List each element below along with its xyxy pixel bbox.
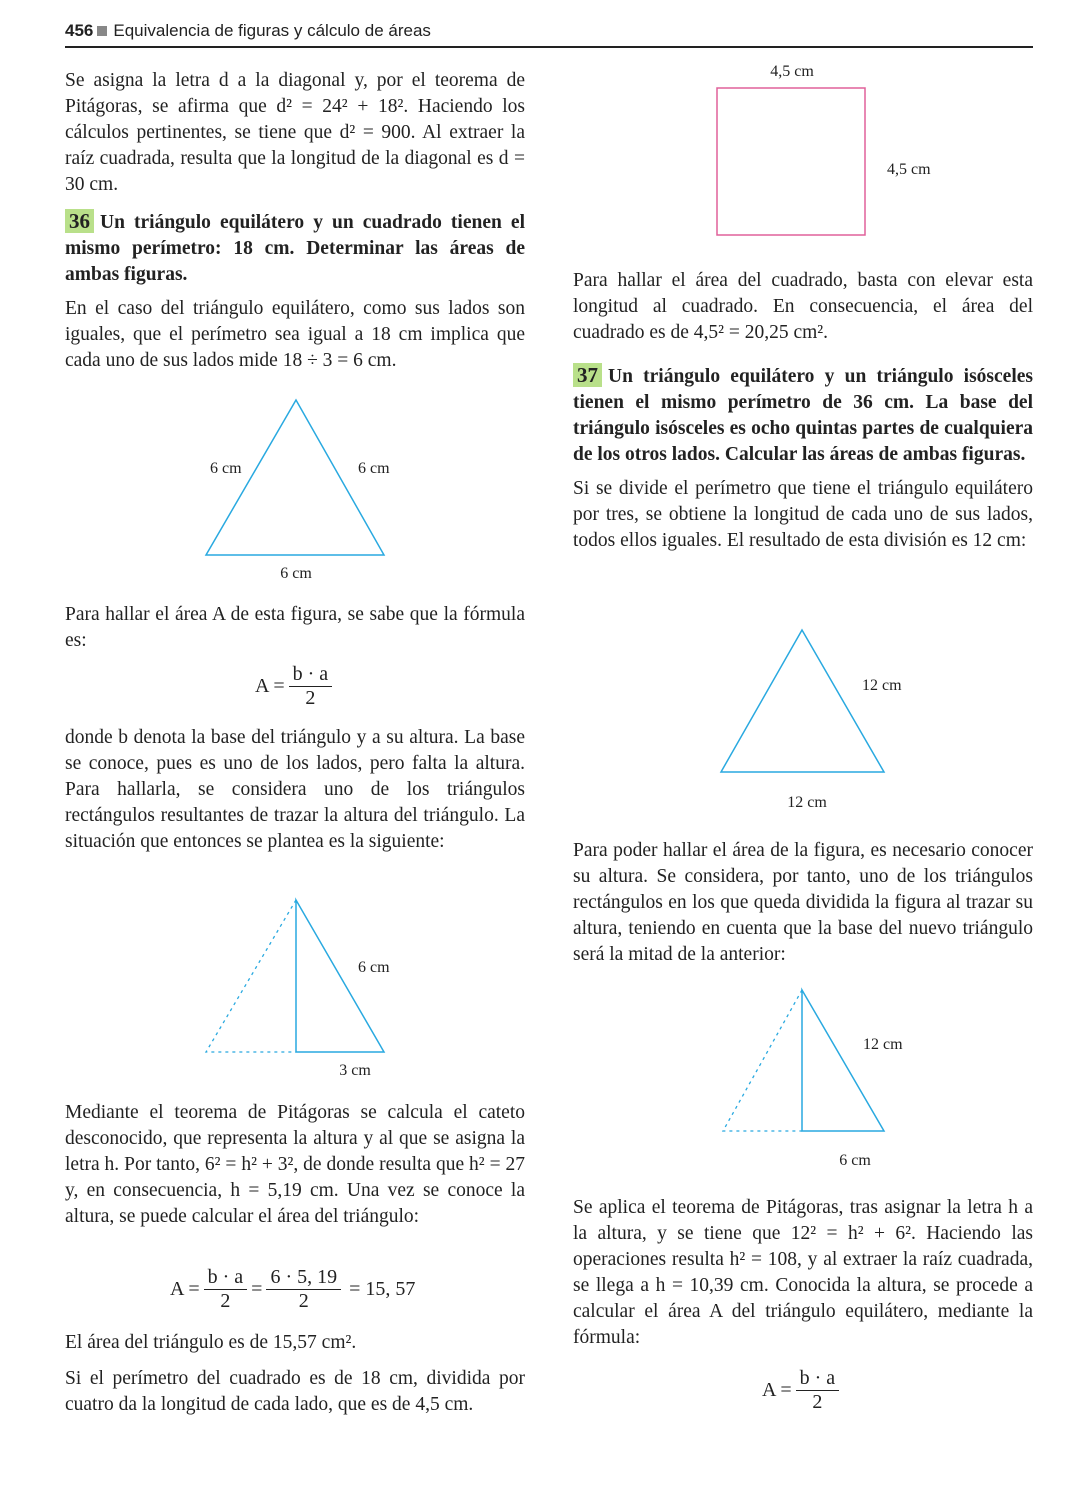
square-shape — [717, 88, 865, 235]
formula-numerator: b · a — [289, 663, 333, 687]
square-figure — [700, 58, 960, 243]
page-number: 456 — [65, 21, 94, 40]
square-top-label: 4,5 cm — [770, 63, 814, 80]
hypotenuse-12-label: 12 cm — [863, 1036, 903, 1053]
triangle-left-side-label: 6 cm — [210, 460, 242, 477]
problem-37 — [573, 362, 1033, 468]
half-base-label: 3 cm — [339, 1062, 371, 1079]
formula2-result: = 15, 57 — [349, 1278, 416, 1300]
left-area-intro — [65, 602, 525, 664]
equilateral-triangle-6cm-figure — [200, 395, 410, 587]
dashed-half-triangle-12 — [723, 990, 802, 1131]
triangle12-base-label: 12 cm — [787, 794, 827, 811]
formula3-denominator: 2 — [812, 1391, 823, 1413]
half-base-6-label: 6 cm — [839, 1152, 871, 1169]
paragraph-pythagoras-12: Se aplica el teorema de Pitágoras, tras asignar la letra h a la altura, y se tiene que 12² = h² + 6². Haciendo las operaciones resulta h² = 108, y al extraer la raíz cuadrada, se llega a h = 10,39 cm. Conocida la altura, se procede a calcular el área A del triángulo equilátero, mediante la fórmula: — [573, 1197, 1033, 1348]
paragraph-equilateral-side: Si se divide el perímetro que tiene el triángulo equilátero por tres, se obtiene la longitud de cada uno de sus lados, todos ellos iguales. El resultado de esta división es 12 cm: — [573, 478, 1033, 551]
dashed-half-triangle — [206, 900, 296, 1052]
paragraph-height-needed: Para poder hallar el área de la figura, es necesario conocer su altura. Se considera, por tanto, uno de los triángulos rectángulos en los que queda dividida la figura al trazar su altura, teniendo en cuenta que la base del nuevo triángulo será la mitad de la anterior: — [573, 840, 1033, 965]
problem-36-number: 36 — [65, 209, 94, 233]
paragraph-square-area: Para hallar el área del cuadrado, basta con elevar esta longitud al cuadrado. En consecuencia, el área del cuadrado es de 4,5² = 20,25 cm². — [573, 270, 1033, 343]
square-side-label: 4,5 cm — [887, 161, 931, 178]
triangle-right-side-label: 6 cm — [358, 460, 390, 477]
paragraph-triangle-area-result: El área del triángulo es de 15,57 cm². — [65, 1332, 357, 1353]
left-bottom — [65, 1330, 525, 1428]
formula2-equals: = — [251, 1278, 263, 1300]
triangle12-side-label: 12 cm — [862, 677, 902, 694]
right-top — [573, 268, 1033, 564]
left-pythagoras — [65, 1100, 525, 1240]
formula-denominator: 2 — [305, 687, 316, 709]
paragraph-square-side: Si el perímetro del cuadrado es de 18 cm, dividida por cuatro da la longitud de cada lado, que es de 4,5 cm. — [65, 1368, 525, 1415]
header-square-icon — [97, 26, 107, 36]
paragraph-triangle-sides: En el caso del triángulo equilátero, como sus lados son iguales, que el perímetro sea igual a 18 cm implica que cada uno de sus lados mide 18 ÷ 3 = 6 cm. — [65, 298, 525, 371]
right-triangle-shape — [296, 900, 384, 1052]
hypotenuse-label: 6 cm — [358, 959, 390, 976]
right-triangle-12cm-figure — [715, 985, 945, 1175]
formula2-lhs: A = — [170, 1278, 200, 1300]
triangle-base-label: 6 cm — [280, 565, 312, 582]
formula2-numerator-2: 6 · 5, 19 — [266, 1266, 341, 1290]
formula-triangle-area-computed — [170, 1266, 415, 1313]
paragraph-area-formula-intro: Para hallar el área A de esta figura, se sabe que la fórmula es: — [65, 604, 525, 651]
header-title: Equivalencia de figuras y cálculo de áreas — [113, 21, 431, 40]
problem-36-statement: Un triángulo equilátero y un cuadrado tienen el mismo perímetro: 18 cm. Determinar las áreas de ambas figuras. — [65, 212, 525, 285]
left-middle — [65, 725, 525, 865]
formula2-numerator-1: b · a — [204, 1266, 248, 1290]
problem-37-number: 37 — [573, 363, 602, 387]
right-triangle-12-shape — [802, 990, 884, 1131]
problem-36 — [65, 208, 525, 288]
paragraph-intro: Se asigna la letra d a la diagonal y, por el teorema de Pitágoras, se afirma que d² = 24² + 18². Haciendo los cálculos pertinentes, se tiene que d² = 900. Al extraer la raíz cuadrada, resulta que la longitud de la diagonal es d = 30 cm. — [65, 70, 525, 195]
formula2-denominator-1: 2 — [220, 1290, 231, 1312]
formula-equilateral-area — [762, 1367, 843, 1414]
formula-triangle-area — [255, 663, 336, 710]
formula3-numerator: b · a — [796, 1367, 840, 1391]
equilateral-triangle-12-shape — [721, 630, 884, 772]
formula2-denominator-2: 2 — [298, 1290, 309, 1312]
left-column-top — [65, 68, 525, 384]
paragraph-pythagoras-height: Mediante el teorema de Pitágoras se calcula el cateto desconocido, que representa la altura y al que se asigna la letra h. Por tanto, 6² = h² + 3², de donde resulta que h² = 27 y, en consecuencia, h = 5,19 cm. Una vez se conoce la altura, se puede calcular el área del triángulo: — [65, 1102, 525, 1227]
equilateral-triangle-shape — [206, 400, 384, 555]
paragraph-base-height: donde b denota la base del triángulo y a su altura. La base se conoce, pues es uno de los lados, pero falta la altura. Para hallarla, se considera uno de los triángulos rectángulos resultantes de trazar la altura del triángulo. La situación que entonces se plantea es la siguiente: — [65, 727, 525, 852]
formula3-lhs: A = — [762, 1379, 792, 1401]
right-middle — [573, 838, 1033, 978]
formula-lhs: A = — [255, 675, 285, 697]
right-pythagoras — [573, 1195, 1033, 1361]
equilateral-triangle-12cm-figure — [715, 625, 945, 815]
page-header — [65, 20, 1033, 48]
right-triangle-6cm-figure — [200, 895, 410, 1083]
problem-37-statement: Un triángulo equilátero y un triángulo isósceles tienen el mismo perímetro de 36 cm. La base del triángulo isósceles es ocho quintas partes de cualquiera de los otros lados. Calcular las áreas de ambas figuras. — [573, 366, 1033, 465]
